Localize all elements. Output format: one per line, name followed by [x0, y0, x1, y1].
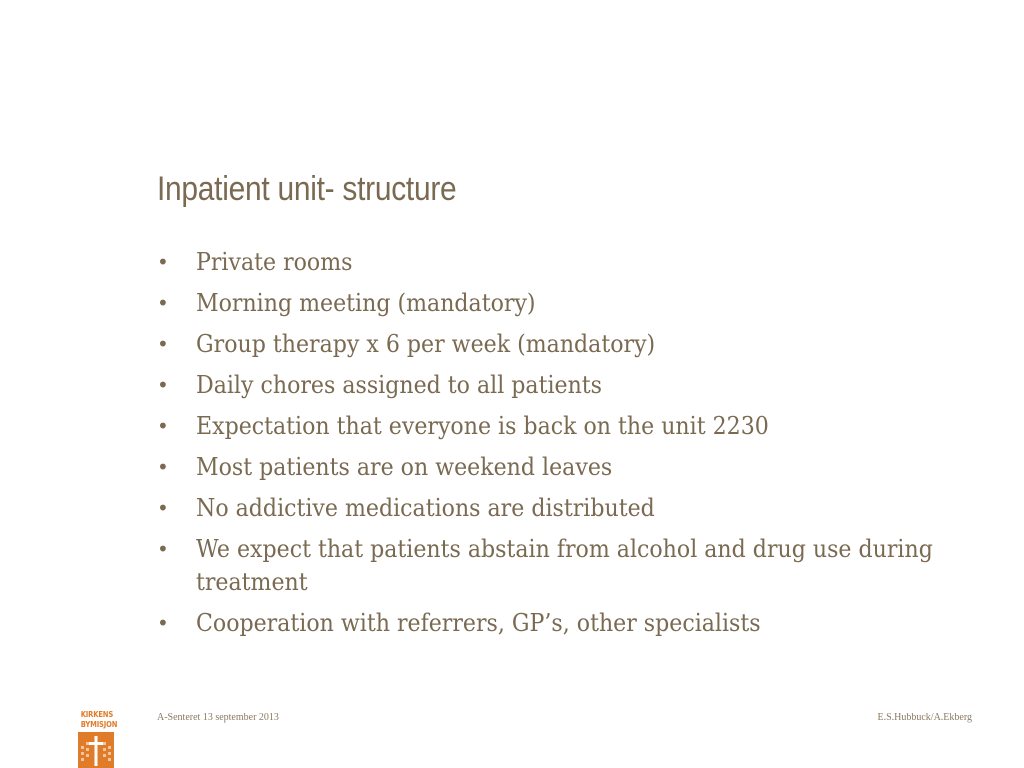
- bullet-text: No addictive medications are distributed: [196, 494, 655, 522]
- bullet-item: [157, 492, 957, 525]
- bullet-text: Expectation that everyone is back on the unit 2230: [196, 412, 769, 440]
- bullet-text: Morning meeting (mandatory): [196, 289, 536, 317]
- footer-date: A-Senteret 13 september 2013: [157, 712, 279, 723]
- bullet-item: [157, 533, 957, 599]
- footer-authors: E.S.Hubbuck/A.Ekberg: [877, 712, 972, 723]
- bullet-list: [157, 246, 957, 648]
- bullet-item: [157, 410, 957, 443]
- logo-word-2: BYMISJON: [80, 720, 118, 729]
- bullet-item: [157, 607, 957, 640]
- bullet-item: [157, 328, 957, 361]
- bullet-item: [157, 369, 957, 402]
- bullet-text: Daily chores assigned to all patients: [196, 371, 603, 399]
- bullet-text: Most patients are on weekend leaves: [196, 453, 613, 481]
- bullet-item: [157, 451, 957, 484]
- bullet-text: We expect that patients abstain from alcohol and drug use during treatment: [196, 535, 933, 596]
- bullet-text: Cooperation with referrers, GP’s, other specialists: [196, 609, 761, 637]
- bullet-text: Private rooms: [196, 248, 353, 276]
- city-cross-icon: [78, 732, 114, 768]
- logo-word-1: KIRKENS: [80, 710, 114, 719]
- bullet-item: [157, 287, 957, 320]
- slide-title: Inpatient unit- structure: [157, 170, 457, 208]
- kirkens-bymisjon-logo: [78, 710, 118, 768]
- bullet-text: Group therapy x 6 per week (mandatory): [196, 330, 656, 358]
- bullet-item: [157, 246, 957, 279]
